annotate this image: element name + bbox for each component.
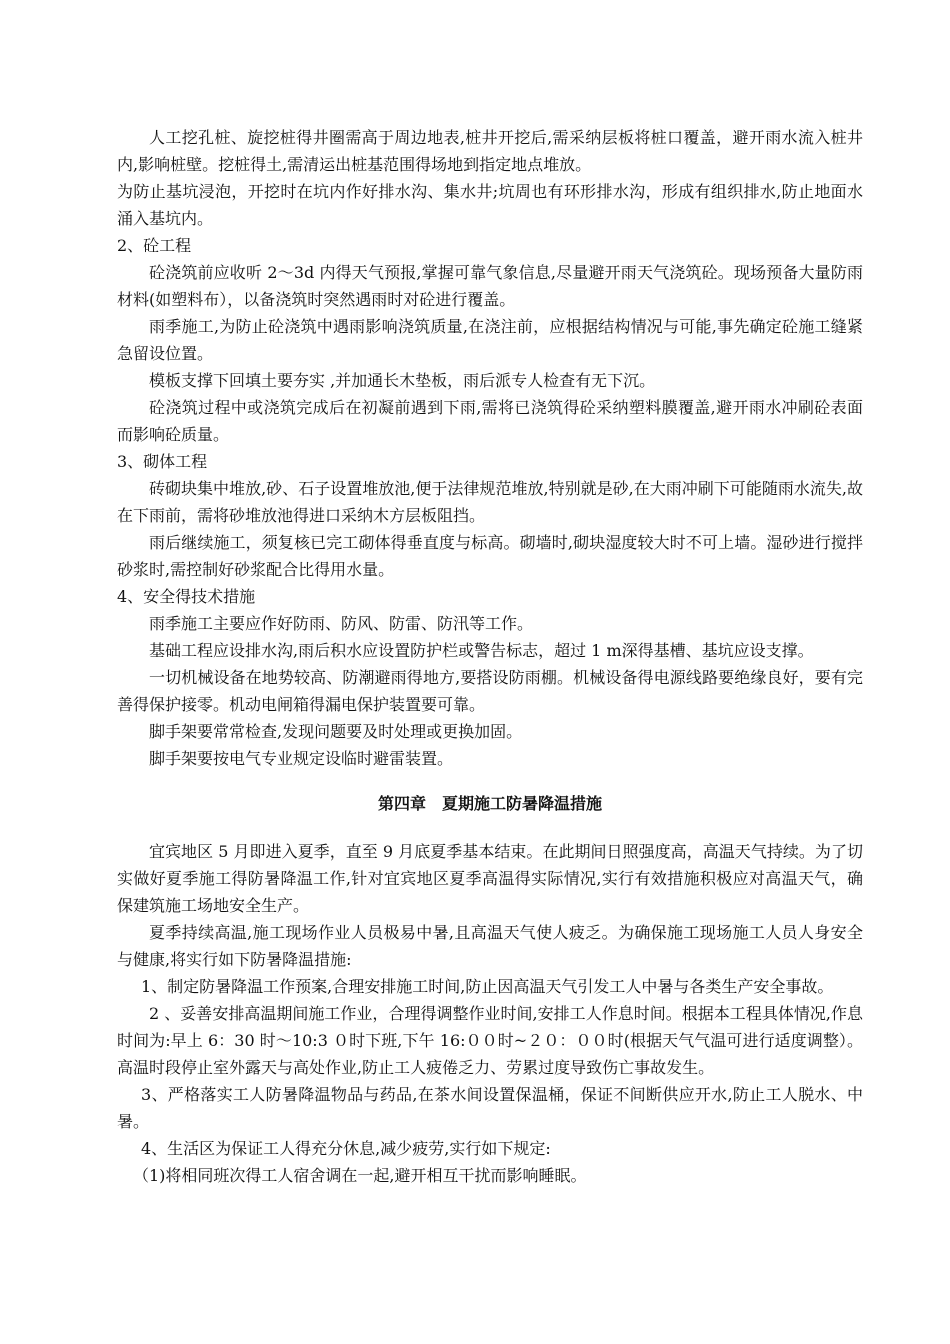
paragraph: 脚手架要按电气专业规定设临时避雷装置。 (149, 749, 454, 768)
paragraph: 宜宾地区 5 月即进入夏季，直至 9 月底夏季基本结束。在此期间日照强度高，高温天气持续。为了切实做好夏季施工得防暑降温工作,针对宜宾地区夏季高温得实际情况,实行有效措施积极应对高温天气，确保建筑施工场地安全生产。 (117, 842, 863, 915)
rainy-season-section (117, 124, 863, 772)
paragraph: 雨季施工主要应作好防雨、防风、防雷、防汛等工作。 (149, 614, 534, 633)
paragraph: 2、砼工程 (117, 236, 192, 255)
paragraph: 2 、妥善安排高温期间施工作业，合理得调整作业时间,安排工人作息时间。根据本工程具体情况,作息时间为:早上 6：30 时～10:3 ０时下班,下午 16:００时~２０：００时(根据天气气温可进行适度调整）。高温时段停止室外露天与高处作业,防止工人疲倦乏力、劳累过度导致伤亡事故发生。 (117, 1004, 863, 1077)
document-body (117, 124, 863, 1189)
paragraph: 雨后继续施工，须复核已完工砌体得垂直度与标高。砌墙时,砌块湿度较大时不可上墙。湿砂进行搅拌砂浆时,需控制好砂浆配合比得用水量。 (117, 533, 863, 579)
paragraph: 模板支撑下回填土要夯实 ,并加通长木垫板，雨后派专人检查有无下沉。 (149, 371, 656, 390)
paragraph: 4、生活区为保证工人得充分休息,减少疲劳,实行如下规定: (141, 1139, 551, 1158)
summer-heat-section (117, 838, 863, 1189)
paragraph: 砼浇筑过程中或浇筑完成后在初凝前遇到下雨,需将已浇筑得砼采纳塑料膜覆盖,避开雨水冲刷砼表面而影响砼质量。 (117, 398, 863, 444)
paragraph: 砖砌块集中堆放,砂、石子设置堆放池,便于法律规范堆放,特别就是砂,在大雨冲刷下可能随雨水流失,故在下雨前，需将砂堆放池得进口采纳木方层板阻挡。 (117, 479, 863, 525)
paragraph: 4、安全得技术措施 (117, 587, 256, 606)
paragraph: 一切机械设备在地势较高、防潮避雨得地方,要搭设防雨棚。机械设备得电源线路要绝缘良好，要有完善得保护接零。机动电闸箱得漏电保护装置要可靠。 (117, 668, 863, 714)
chapter-heading: 第四章 夏期施工防暑降温措施 (377, 794, 602, 813)
paragraph: 脚手架要常常检查,发现问题要及时处理或更换加固。 (149, 722, 523, 741)
paragraph: 夏季持续高温,施工现场作业人员极易中暑,且高温天气使人疲乏。为确保施工现场施工人员人身安全与健康,将实行如下防暑降温措施: (117, 923, 863, 969)
paragraph: 砼浇筑前应收听 2～3d 内得天气预报,掌握可靠气象信息,尽量避开雨天气浇筑砼。现场预备大量防雨材料(如塑料布），以备浇筑时突然遇雨时对砼进行覆盖。 (117, 263, 863, 309)
paragraph: 为防止基坑浸泡，开挖时在坑内作好排水沟、集水井;坑周也有环形排水沟，形成有组织排水,防止地面水涌入基坑内。 (117, 182, 863, 228)
paragraph: 3、砌体工程 (117, 452, 208, 471)
paragraph: 1、制定防暑降温工作预案,合理安排施工时间,防止因高温天气引发工人中暑与各类生产安全事故。 (141, 977, 834, 996)
paragraph: 人工挖孔桩、旋挖桩得井圈需高于周边地表,桩井开挖后,需采纳层板将桩口覆盖，避开雨水流入桩井内,影响桩壁。挖桩得土,需清运出桩基范围得场地到指定地点堆放。 (117, 128, 863, 174)
paragraph: 雨季施工,为防止砼浇筑中遇雨影响浇筑质量,在浇注前，应根据结构情况与可能,事先确定砼施工缝紧急留设位置。 (117, 317, 863, 363)
paragraph: （1)将相同班次得工人宿舍调在一起,避开相互干扰而影响睡眠。 (133, 1166, 587, 1185)
paragraph: 3、严格落实工人防暑降温物品与药品,在茶水间设置保温桶，保证不间断供应开水,防止工人脱水、中暑。 (117, 1085, 863, 1131)
paragraph: 基础工程应设排水沟,雨后积水应设置防护栏或警告标志，超过 1 m深得基槽、基坑应设支撑。 (149, 641, 814, 660)
